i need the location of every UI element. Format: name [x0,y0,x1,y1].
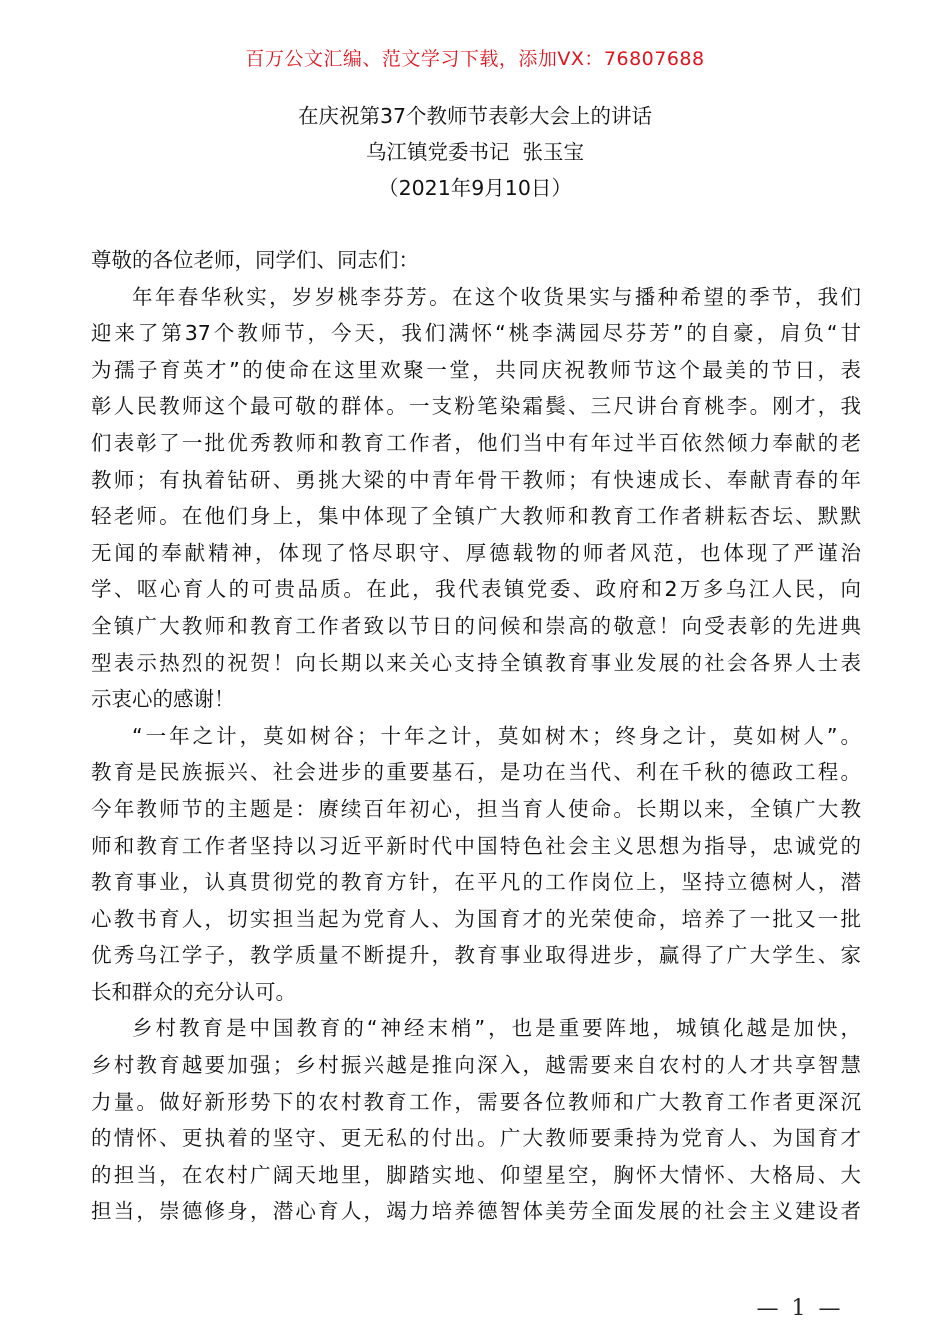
body-line: 乡村教育是中国教育的“神经末梢”，也是重要阵地，城镇化越是加快， [132,1016,861,1041]
title-block [0,98,950,206]
body-line: “一年之计，莫如树谷；十年之计，莫如树木；终身之计，莫如树人”。 [132,723,861,748]
speaker-line: 乌江镇党委书记 张玉宝 [365,140,585,164]
body-line: 示衷心的感谢！ [91,687,235,712]
document-title: 在庆祝第37个教师节表彰大会上的讲话 [297,104,653,128]
salutation-line: 尊敬的各位老师，同学们、同志们： [91,248,419,272]
body-line: 长和群众的充分认可。 [91,979,296,1004]
body-line: 乡村教育越要加强；乡村振兴越是推向深入，越需要来自农村的人才共享智慧 [91,1053,861,1078]
body-line: 们表彰了一批优秀教师和教育工作者，他们当中有年过半百依然倾力奉献的老 [91,430,861,455]
body-line: 师和教育工作者坚持以习近平新时代中国特色社会主义思想为指导，忠诚党的 [91,833,861,858]
body-line: 教育是民族振兴、社会进步的重要基石，是功在当代、利在千秋的德政工程。 [91,760,861,785]
body-line: 无闻的奉献精神，体现了恪尽职守、厚德载物的师者风范，也体现了严谨治 [91,540,861,565]
page-number: — 1 — [756,1296,844,1321]
body-line: 全镇广大教师和教育工作者致以节日的问候和崇高的敬意！向受表彰的先进典 [91,613,861,638]
body-line: 型表示热烈的祝贺！向长期以来关心支持全镇教育事业发展的社会各界人士表 [91,650,861,675]
body-line: 为孺子育英才”的使命在这里欢聚一堂，共同庆祝教师节这个最美的节日，表 [91,357,861,382]
body-line: 学、呕心育人的可贵品质。在此，我代表镇党委、政府和2万多乌江人民，向 [91,577,861,602]
header-banner: 百万公文汇编、范文学习下载，添加VX：76807688 [245,48,705,70]
date-line: （2021年9月10日） [378,176,572,200]
body-line: 迎来了第37个教师节，今天，我们满怀“桃李满园尽芬芳”的自豪，肩负“甘 [91,321,861,346]
body-line: 年年春华秋实，岁岁桃李芬芳。在这个收货果实与播种希望的季节，我们 [132,284,861,309]
body-line: 的担当，在农村广阔天地里，脚踏实地、仰望星空，胸怀大情怀、大格局、大 [91,1162,861,1187]
body-line: 今年教师节的主题是：赓续百年初心，担当育人使命。长期以来，全镇广大教 [91,796,861,821]
body-line: 教师；有执着钻研、勇挑大梁的中青年骨干教师；有快速成长、奉献青春的年 [91,467,861,492]
body-line: 的情怀、更执着的坚守、更无私的付出。广大教师要秉持为党育人、为国育才 [91,1126,861,1151]
speech-body [91,242,861,1230]
body-line: 力量。做好新形势下的农村教育工作，需要各位教师和广大教育工作者更深沉 [91,1089,861,1114]
body-line: 教育事业，认真贯彻党的教育方针，在平凡的工作岗位上，坚持立德树人，潜 [91,870,861,895]
body-line: 心教书育人，切实担当起为党育人、为国育才的光荣使命，培养了一批又一批 [91,906,861,931]
body-line: 轻老师。在他们身上，集中体现了全镇广大教师和教育工作者耕耘杏坛、默默 [91,504,861,529]
body-line: 彰人民教师这个最可敬的群体。一支粉笔染霜鬓、三尺讲台育桃李。刚才，我 [91,394,861,419]
body-line: 优秀乌江学子，教学质量不断提升，教育事业取得进步，赢得了广大学生、家 [91,943,861,968]
body-line: 担当，崇德修身，潜心育人，竭力培养德智体美劳全面发展的社会主义建设者 [91,1199,861,1224]
